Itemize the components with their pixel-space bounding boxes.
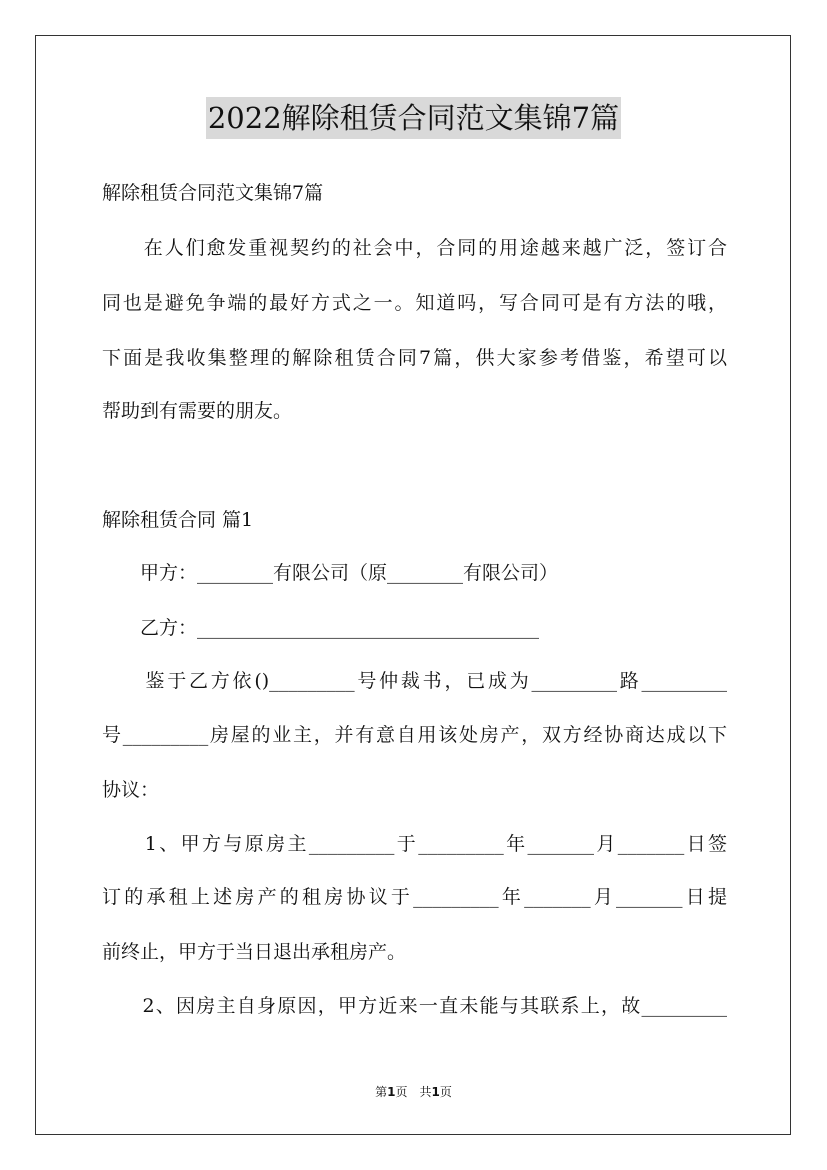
footer-mid: 页 共: [395, 1085, 432, 1099]
intro-line-4: 帮助到有需要的朋友。: [102, 400, 293, 422]
body-line-3: 协议：: [102, 779, 160, 801]
party-b-line: 乙方：____________________________________: [102, 617, 540, 639]
party-a-line: 甲方：________有限公司（原________有限公司）: [102, 562, 559, 584]
body-line-1: 鉴于乙方依()_________号仲裁书，已成为_________路_________: [102, 670, 727, 692]
footer-page-number: 1: [387, 1085, 396, 1099]
body-line-2: 号_________房屋的业主，并有意自用该处房产，双方经协商达成以下: [102, 724, 727, 746]
document-subtitle: 解除租赁合同范文集锦7篇: [102, 182, 324, 204]
footer-page-total: 1: [431, 1085, 440, 1099]
footer-suffix: 页: [439, 1085, 452, 1099]
title-container: [0, 97, 827, 139]
document-title: 2022解除租赁合同范文集锦7篇: [206, 97, 621, 139]
page-footer: [0, 1083, 827, 1100]
intro-line-1: 在人们愈发重视契约的社会中，合同的用途越来越广泛，签订合: [102, 237, 727, 259]
body-line-4: 1、甲方与原房主_________于_________年_______月_______日签: [102, 833, 727, 855]
body-line-5: 订的承租上述房产的租房协议于_________年_______月_______日提: [102, 886, 727, 908]
intro-line-3: 下面是我收集整理的解除租赁合同7篇，供大家参考借鉴，希望可以: [102, 347, 727, 369]
section-heading: 解除租赁合同 篇1: [102, 509, 254, 531]
footer-prefix: 第: [375, 1085, 388, 1099]
body-line-6: 前终止，甲方于当日退出承租房产。: [102, 941, 407, 963]
intro-line-2: 同也是避免争端的最好方式之一。知道吗，写合同可是有方法的哦，: [102, 292, 727, 314]
body-line-7: 2、因房主自身原因，甲方近来一直未能与其联系上，故_________: [102, 995, 727, 1017]
